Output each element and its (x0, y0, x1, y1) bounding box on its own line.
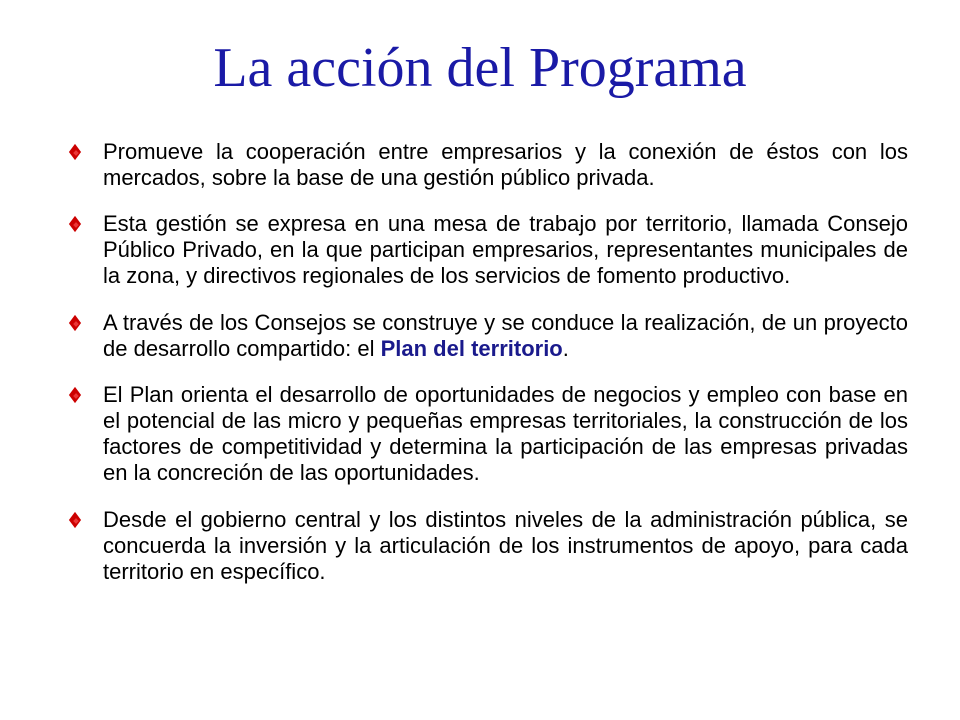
bullet-item (68, 382, 908, 486)
bullet-text: Desde el gobierno central y los distintos niveles de la administración pública, se concuerda la inversión y la articulación de los instrumentos de apoyo, para cada territorio en específico. (103, 507, 908, 584)
bullet-item (68, 211, 908, 289)
bullet-text: Promueve la cooperación entre empresarios y la conexión de éstos con los mercados, sobre la base de una gestión público privada. (103, 139, 908, 190)
slide-title: La acción del Programa (213, 37, 747, 99)
bullet-text: A través de los Consejos se construye y se conduce la realización, de un proyecto de desarrollo compartido: el (103, 310, 908, 361)
bullet-item (68, 507, 908, 585)
bullet-item (68, 139, 908, 191)
bullet-list (68, 139, 908, 605)
bullet-text-end: . (562, 336, 569, 361)
bullet-text: El Plan orienta el desarrollo de oportunidades de negocios y empleo con base en el potencial de las micro y pequeñas empresas territoriales, la construcción de los factores de competitividad y determina la participación de las empresas privadas en la concreción de las oportunidades. (103, 382, 908, 485)
bullet-text: Esta gestión se expresa en una mesa de trabajo por territorio, llamada Consejo Público Privado, en la que participan empresarios, representantes municipales de la zona, y directivos regionales de los servicios de fomento productivo. (103, 211, 908, 288)
bullet-emphasis: Plan del territorio (380, 336, 563, 361)
bullet-item (68, 310, 908, 362)
